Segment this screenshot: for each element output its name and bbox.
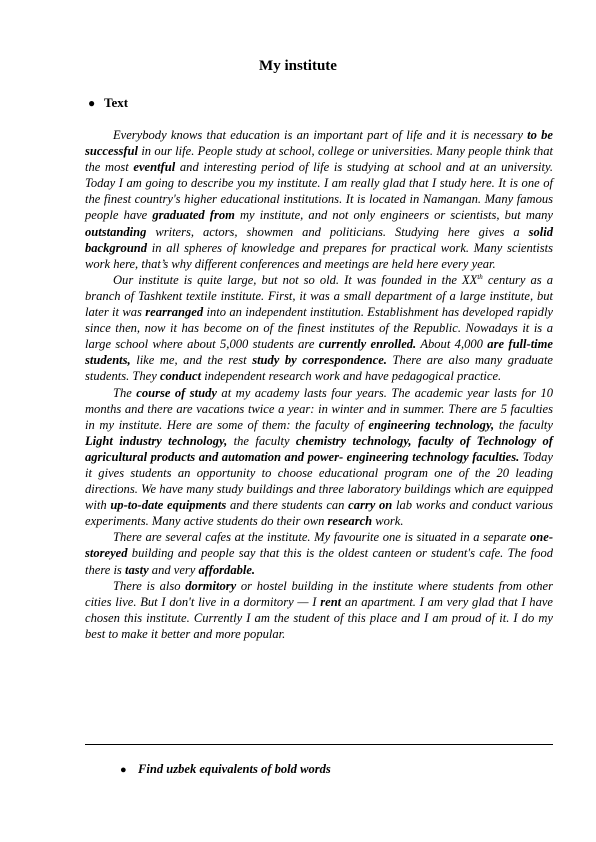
paragraph [85,127,553,272]
text-run: an apartment. I am very glad that I have chosen this institute. Currently I am the student of this place and I am proud of it. I do my best to make it better and more popular. [85,594,553,641]
bold-term: rearranged [145,305,204,320]
bullet-icon: ● [120,764,127,776]
section-label: Text [104,95,129,110]
text-run: and very [148,562,199,577]
bold-term: tasty [124,562,149,577]
text-run: my institute, and not only engineers or scientists, but many [234,208,553,223]
bold-term: one-storeyed [85,530,553,561]
text-run: There are also many graduate students. They [85,353,553,384]
text-run: writers, actors, showmen and politicians. Studying here gives a [146,224,529,239]
bold-term: carry on [348,498,393,513]
bold-term: up-to-date equipments [110,498,227,513]
bold-term: are full-time students, [85,337,553,368]
bold-term: research [327,514,373,529]
bullet-icon: ● [88,96,96,110]
paragraph [85,272,553,385]
text-run: in all spheres of knowledge and prepares for practical work. Many scientists work here, that’s why different conferences and meetings are held here every year. [85,240,553,271]
text-run: at my academy lasts four years. The academic year lasts for 10 months and there are vacations twice a year: in winter and in summer. There are 5 faculties in my institute. Here are some of them: the faculty of [85,385,553,432]
text-run: in our life. People study at school, college or universities. Many people think that the most [85,144,553,175]
task-label: Find uzbek equivalents of bold words [138,762,331,776]
text-run: work. [372,514,404,529]
bold-term: affordable. [198,562,256,577]
bold-term: study by correspondence. [252,353,387,368]
bold-term: to be successful [85,128,553,159]
task-instruction [120,762,331,777]
bold-term: dormitory [185,578,237,593]
paragraph [85,385,553,530]
text-run: Today it gives students an opportunity to choose educational program one of the 20 leading directions. We have many study buildings and three laboratory buildings which are equipped with [85,449,554,513]
bold-term: outstanding [85,224,147,239]
page-title: My institute [259,58,337,74]
bold-term: rent [320,594,342,609]
text-run: building and people say that this is the oldest canteen or student's cafe. The food there is [85,546,553,577]
text-run: About 4,000 [416,337,488,352]
body-text [85,127,553,642]
bold-term: currently enrolled. [318,337,417,352]
superscript: th [477,272,483,281]
text-run: independent research work and have pedagogical practice. [201,369,502,384]
text-run: and interesting period of life is studying at school and at an university. Today I am going to describe you my institute. I am really glad that I study here. It is one of the finest country's higher educational institutions. It is located in Namangan. Many famous people have [85,160,554,223]
bold-term: eventful [133,160,176,175]
text-run: There is also [113,578,186,593]
paragraph [85,529,553,577]
bold-term: engineering technology, [368,417,495,432]
text-run: Everybody knows that education is an important part of life and it is necessary [113,128,528,142]
text-run: the faculty [227,433,296,448]
text-run: like me, and the rest [130,353,253,368]
paragraph [85,578,553,642]
bold-term: conduct [159,369,202,384]
text-run: century as a branch of Tashkent textile institute. First, it was a small department of a large institute, but later it was [85,272,553,320]
text-run: There are several cafes at the institute. My favourite one is situated in a separate [113,530,530,545]
text-run: into an independent institution. Establishment has developed rapidly since then, now it has become on of the finest institutes of the Republic. Nowadays it is a large school where about 5,000 students are [85,305,553,352]
section-heading [88,95,128,111]
text-run: or hostel building in the institute where students from other cities live. But I don't live in a dormitory — I [85,578,553,609]
bold-term: chemistry technology, faculty of Technology of agricultural products and automation and power- engineering technology faculties. [85,433,553,464]
bold-term: course of study [136,385,217,400]
horizontal-divider [85,744,553,745]
text-run: and there students can [226,498,349,513]
text-run: lab works and conduct various experiments. Many active students do their own [85,498,553,529]
bold-term: solid background [85,224,553,255]
bold-term: graduated from [152,208,235,223]
text-run: The [113,385,137,400]
text-run: the faculty [494,417,553,432]
bold-term: Light industry technology, [85,433,228,448]
text-run: Our institute is quite large, but not so old. It was founded in the XX [113,272,478,287]
